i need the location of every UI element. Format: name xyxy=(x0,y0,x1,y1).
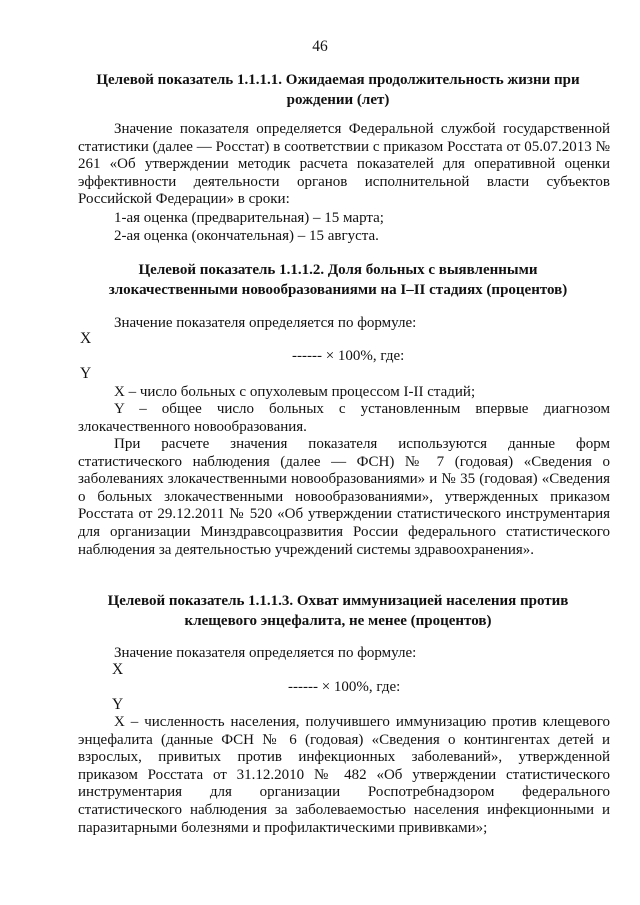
formula-denominator: Y xyxy=(80,365,92,382)
section-heading-1-1-1-2: Целевой показатель 1.1.1.2. Доля больных с выявленными злокачественными новообразованиями на I–II стадиях (процентов) xyxy=(108,262,568,298)
formula-numerator: X xyxy=(112,661,124,678)
formula-expression: ------ × 100%, где: xyxy=(292,348,405,364)
section2-x-definition: X – число больных с опухолевым процессом I-II стадий; xyxy=(114,384,476,400)
formula-expression: ------ × 100%, где: xyxy=(288,679,401,695)
section3-x-definition: X – численность населения, получившего иммунизацию против клещевого энцефалита (данные ФСН № 6 (годовая) «Сведения о контингентах детей и взрослых, привитых против инфекционных заболеваний», утвержденной приказом Росстата от 31.12.2010 № 482 «Об утверждении статистического инструментария для организации Роспотребнадзором федерального статистического наблюдения за заболеваемостью населения инфекционными и паразитарными болезнями и профилактическими прививками»; xyxy=(78,714,610,836)
section1-item-1: 1-ая оценка (предварительная) – 15 марта; xyxy=(114,210,384,226)
formula-denominator: Y xyxy=(112,696,124,713)
section3-formula-intro: Значение показателя определяется по формуле: xyxy=(114,645,417,661)
section-heading-1-1-1-3: Целевой показатель 1.1.1.3. Охват иммунизацией населения против клещевого энцефалита, не менее (процентов) xyxy=(107,593,569,629)
page-number: 46 xyxy=(312,38,328,55)
section2-forms-paragraph: При расчете значения показателя используются данные форм статистического наблюдения (далее — ФСН) № 7 (годовая) «Сведения о заболеваниях злокачественными новообразованиями» и № 35 (годовая) «Сведения о больных злокачественными новообразованиями», утвержденных приказом Росстата от 29.12.2011 № 520 «Об утверждении статистического инструментария для организации Минздравсоцразвития России федерального статистического наблюдения за деятельностью учреждений системы здравоохранения». xyxy=(78,436,610,558)
formula-numerator: X xyxy=(80,330,92,347)
section1-intro-paragraph: Значение показателя определяется Федеральной службой государственной статистики (далее — Росстат) в соответствии с приказом Росстата от 05.07.2013 № 261 «Об утверждении методик расчета показателей для оперативной оценки эффективности деятельности органов исполнительной власти субъектов Российской Федерации» в сроки: xyxy=(78,121,610,208)
section2-formula-intro: Значение показателя определяется по формуле: xyxy=(114,315,417,331)
section-heading-1-1-1-1: Целевой показатель 1.1.1.1. Ожидаемая продолжительность жизни при рождении (лет) xyxy=(96,72,580,108)
section2-y-definition: Y – общее число больных с установленным впервые диагнозом злокачественного новообразования. xyxy=(78,401,610,435)
section1-item-2: 2-ая оценка (окончательная) – 15 августа. xyxy=(114,228,379,244)
